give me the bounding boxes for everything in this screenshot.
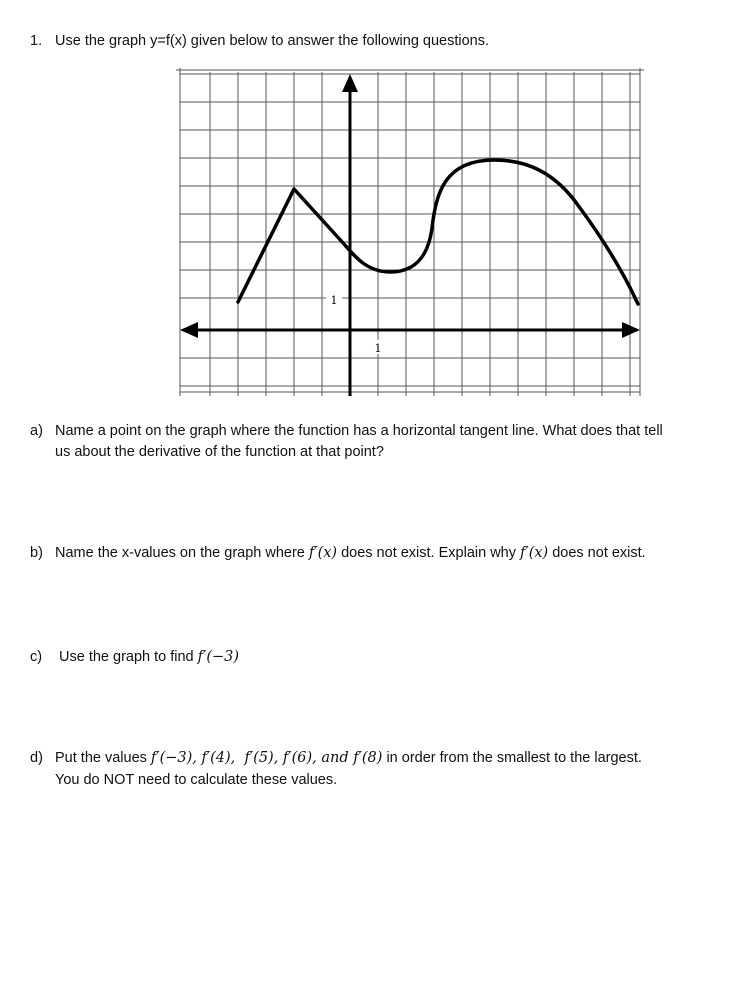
part-c-math: f′(−3) [197, 649, 240, 665]
part-d-text-before: Put the values [55, 750, 151, 766]
y-tick-label: 1 [330, 294, 338, 307]
x-axis-arrow-right-icon [622, 322, 640, 338]
part-a-line2: us about the derivative of the function at that point? [55, 444, 384, 460]
grid [176, 68, 644, 396]
question-prompt: Use the graph y=f(x) given below to answer the following questions. [55, 33, 490, 49]
part-b-label: b) [30, 545, 43, 561]
part-d-line1 [55, 750, 642, 766]
x-axis-arrow-left-icon [180, 322, 198, 338]
x-tick-label: 1 [374, 342, 382, 355]
part-a-line1: Name a point on the graph where the function has a horizontal tangent line. What does that tell [55, 423, 663, 439]
part-d-text-after: in order from the smallest to the largest. [382, 750, 642, 766]
part-b-text-after: does not exist. [548, 545, 646, 561]
y-axis [342, 74, 358, 396]
x-axis [180, 322, 640, 338]
part-c-text-main: Use the graph to find [59, 649, 198, 665]
function-curve [238, 160, 638, 304]
part-b-text-before: Name the x-values on the graph where [55, 545, 309, 561]
part-b-math-2: f′(x) [520, 545, 549, 561]
part-c-label: c) [30, 649, 43, 665]
part-a-label: a) [30, 423, 43, 439]
part-b-text [55, 545, 646, 561]
part-d-line2: You do NOT need to calculate these values. [55, 772, 338, 788]
part-b-text-middle: does not exist. Explain why [337, 545, 521, 561]
part-c-text [59, 649, 239, 665]
question-number: 1. [30, 33, 43, 49]
part-b-math-1: f′(x) [308, 545, 338, 561]
function-graph [176, 68, 644, 396]
y-axis-arrow-icon [342, 74, 358, 92]
part-d-label: d) [30, 750, 43, 766]
part-d-math: f′(−3), f′(4), f′(5), f′(6), and f′(8) [150, 750, 383, 766]
